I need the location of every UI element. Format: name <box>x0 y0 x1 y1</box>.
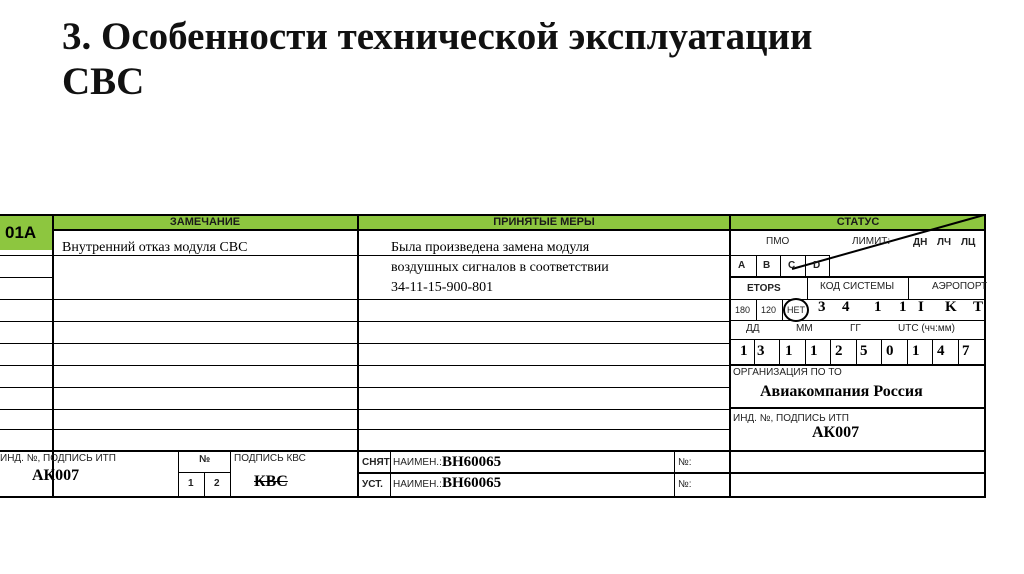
airport-3: T <box>973 299 984 315</box>
row-line <box>0 429 730 430</box>
lch-label: ЛЧ <box>937 237 952 248</box>
etops-180: 180 <box>735 305 751 315</box>
status-row-line <box>730 320 986 321</box>
utc-label: UTC (чч:мм) <box>898 323 955 334</box>
date-digit: 5 <box>860 343 868 359</box>
date-sep <box>754 340 755 364</box>
title-line-1: 3. Особенности технической эксплуатации <box>62 15 813 58</box>
date-digit: 7 <box>962 343 970 359</box>
title-line-2: СВС <box>62 60 145 103</box>
airport-2: K <box>945 299 957 315</box>
row-line <box>0 365 730 366</box>
date-digit: 1 <box>740 343 748 359</box>
border-col-2 <box>357 214 359 498</box>
bottom-vsep <box>230 450 231 497</box>
date-sep <box>856 340 857 364</box>
date-digit: 1 <box>810 343 818 359</box>
date-sep <box>805 340 806 364</box>
date-digit: 4 <box>937 343 945 359</box>
installed-name: ВН60065 <box>442 475 502 491</box>
abcd-sep <box>829 255 830 276</box>
option-a: A <box>738 260 746 271</box>
card-id: 01A <box>5 223 37 242</box>
num-label: № <box>199 454 211 465</box>
installed-label: УСТ. <box>362 479 383 490</box>
header-remark: ЗАМЕЧАНИЕ <box>169 216 241 228</box>
kvs-signature: КВС <box>254 473 288 490</box>
status-itp-label: ИНД. №, ПОДПИСЬ ИТП <box>733 413 849 424</box>
airport-1: I <box>918 299 924 315</box>
date-sep <box>958 340 959 364</box>
bottom-itp-label: ИНД. №, ПОДПИСЬ ИТП <box>0 453 116 464</box>
removed-name: ВН60065 <box>442 454 502 470</box>
option-d: D <box>813 260 821 271</box>
header-status: СТАТУС <box>836 216 880 228</box>
system-code-1: 3 <box>818 299 826 315</box>
date-sep <box>907 340 908 364</box>
row-line <box>0 409 730 410</box>
header-actions: ПРИНЯТЫЕ МЕРЫ <box>493 216 595 228</box>
pmo-label: ПМО <box>766 236 790 247</box>
action-line-3: 34-11-15-900-801 <box>391 280 494 295</box>
num-1: 1 <box>188 478 194 489</box>
bottom-vsep <box>674 450 675 497</box>
removed-name-label: НАИМЕН.: <box>393 457 442 468</box>
row-line <box>0 277 52 278</box>
status-row-line <box>730 339 986 340</box>
abcd-sep <box>780 255 781 276</box>
status-row-line <box>730 407 986 409</box>
removed-label: СНЯТ <box>362 457 390 468</box>
date-digit: 1 <box>912 343 920 359</box>
status-vsep <box>908 277 909 300</box>
installed-name-label: НАИМЕН.: <box>393 479 442 490</box>
row-line <box>0 299 730 300</box>
status-itp-value: АК007 <box>812 424 860 441</box>
date-sep <box>932 340 933 364</box>
system-code-4: 1 <box>899 299 907 315</box>
yy-label: ГГ <box>850 323 861 334</box>
row-line <box>358 472 986 474</box>
etops-sep <box>756 299 757 320</box>
dd-label: ДД <box>746 323 760 334</box>
bottom-hsep <box>178 472 230 473</box>
bottom-vsep <box>390 450 391 497</box>
status-row-line <box>730 276 986 278</box>
border-col-3 <box>729 214 731 498</box>
etops-120: 120 <box>761 305 777 315</box>
system-code-label: КОД СИСТЕМЫ <box>820 281 895 292</box>
row-line <box>0 321 730 322</box>
date-digit: 0 <box>886 343 894 359</box>
row-line <box>0 343 730 344</box>
date-digit: 3 <box>757 343 765 359</box>
etops-label: ETOPS <box>747 283 781 294</box>
date-sep <box>779 340 780 364</box>
status-row-line <box>730 364 986 366</box>
row-line <box>0 387 730 388</box>
page-title <box>62 14 962 104</box>
date-digit: 1 <box>785 343 793 359</box>
option-c: C <box>788 260 796 271</box>
limit-label: ЛИМИТ: <box>852 236 891 247</box>
bottom-itp-value: АК007 <box>32 467 80 484</box>
selected-circle-icon <box>783 298 809 322</box>
org-value: Авиакомпания Россия <box>760 383 923 400</box>
removed-no-label: №: <box>678 457 692 468</box>
etops-net: НЕТ <box>787 305 805 315</box>
date-sep <box>830 340 831 364</box>
action-line-2: воздушных сигналов в соответствии <box>391 260 609 275</box>
kvs-label: ПОДПИСЬ КВС <box>234 453 306 464</box>
row-line <box>0 450 986 452</box>
abcd-sep <box>756 255 757 276</box>
maintenance-log-form <box>0 209 986 498</box>
date-digit: 2 <box>835 343 843 359</box>
border-bottom <box>0 496 986 498</box>
system-code-2: 4 <box>842 299 850 315</box>
airport-label: АЭРОПОРТ <box>932 281 988 292</box>
installed-no-label: №: <box>678 479 692 490</box>
action-line-1: Была произведена замена модуля <box>391 240 590 255</box>
mm-label: ММ <box>796 323 813 334</box>
system-code-3: 1 <box>874 299 882 315</box>
bottom-vsep <box>178 450 179 497</box>
option-b: B <box>763 260 771 271</box>
status-vsep <box>807 277 808 300</box>
org-label: ОРГАНИЗАЦИЯ ПО ТО <box>733 367 842 378</box>
date-sep <box>881 340 882 364</box>
remark-text: Внутренний отказ модуля СВС <box>62 240 248 255</box>
abcd-sep <box>805 255 806 276</box>
lc-label: ЛЦ <box>961 237 976 248</box>
dn-label: ДН <box>913 237 928 248</box>
num-2: 2 <box>214 478 220 489</box>
bottom-vsep <box>204 472 205 497</box>
